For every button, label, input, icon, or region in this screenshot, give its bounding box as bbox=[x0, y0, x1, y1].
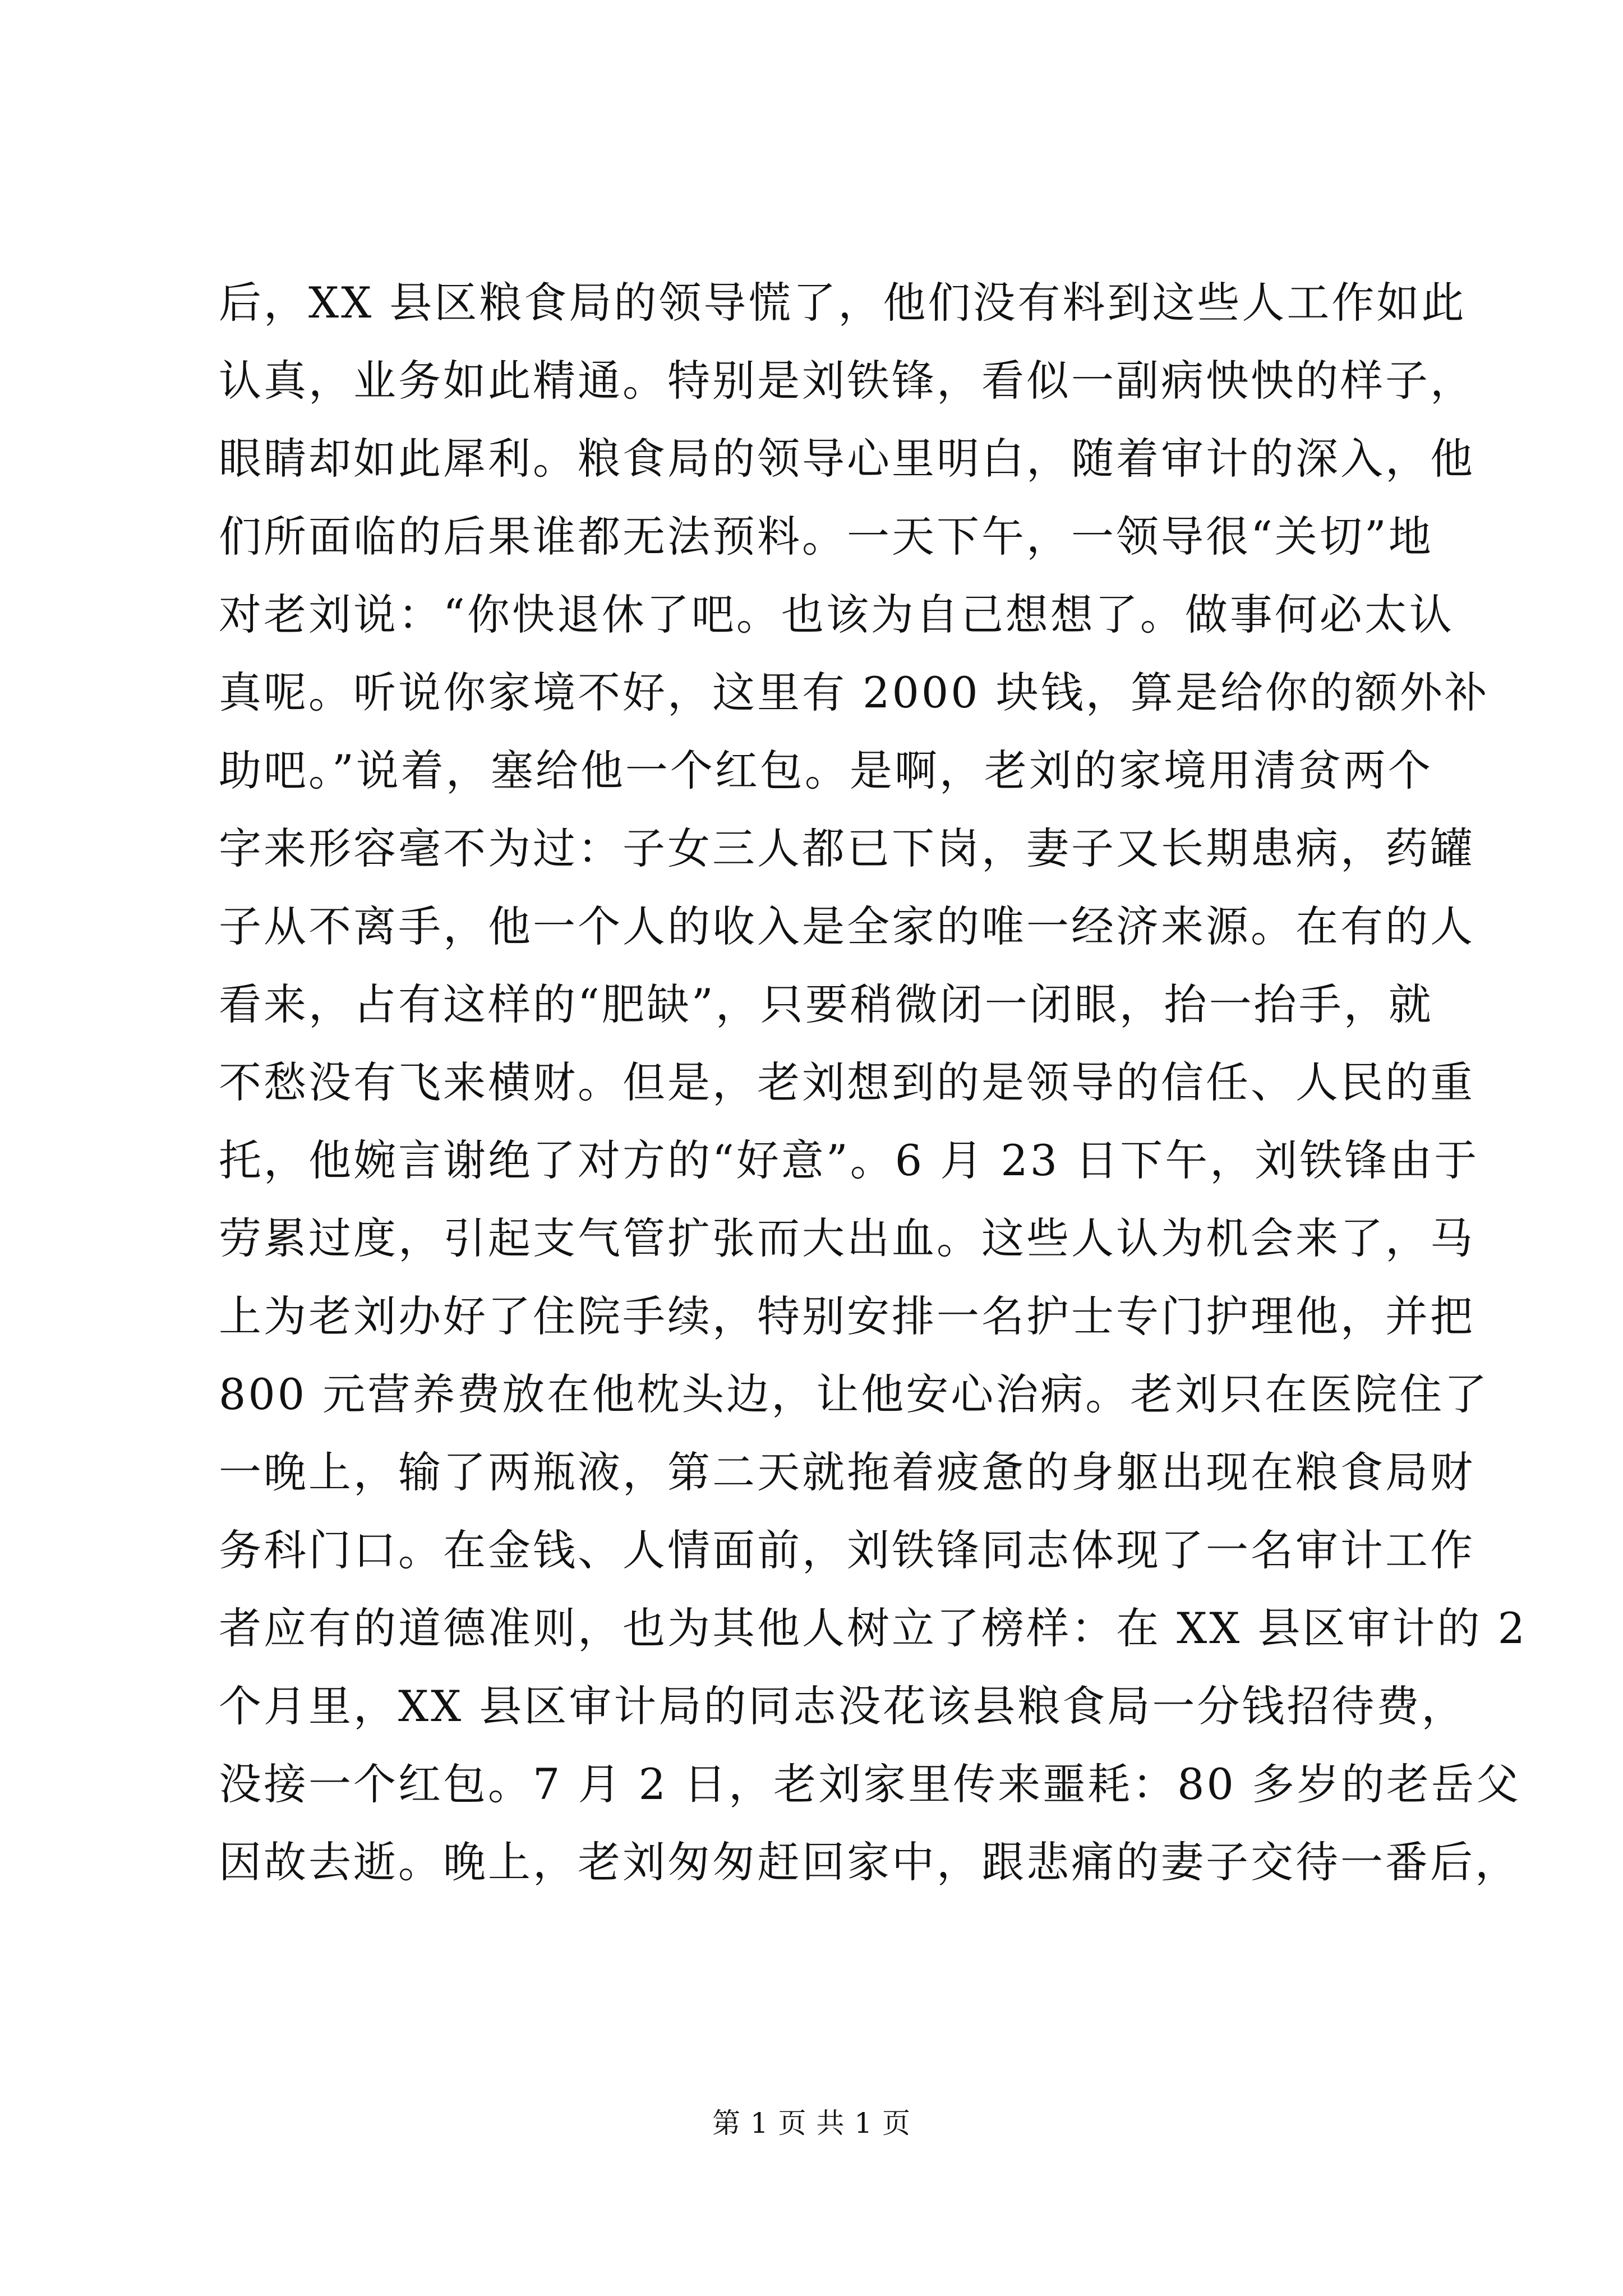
text-line: 托，他婉言谢绝了对方的“好意”。6 月 23 日下午，刘铁锋由于 bbox=[219, 1135, 1479, 1185]
page-number: 第 1 页 共 1 页 bbox=[712, 2107, 911, 2139]
text-line: 后，XX 县区粮食局的领导慌了，他们没有料到这些人工作如此 bbox=[219, 278, 1467, 328]
text-line: 上为老刘办好了住院手续，特别安排一名护士专门护理他，并把 bbox=[219, 1291, 1475, 1341]
text-line: 看来，占有这样的“肥缺”，只要稍微闭一闭眼，抬一抬手，就 bbox=[219, 979, 1433, 1029]
page-footer bbox=[0, 2106, 1623, 2140]
text-line: 一晚上，输了两瓶液，第二天就拖着疲惫的身躯出现在粮食局财 bbox=[219, 1447, 1475, 1497]
text-line: 没接一个红包。7 月 2 日，老刘家里传来噩耗：80 多岁的老岳父 bbox=[219, 1759, 1521, 1809]
text-line: 因故去逝。晚上，老刘匆匆赶回家中，跟悲痛的妻子交待一番后， bbox=[219, 1837, 1520, 1887]
text-line: 助吧。”说着，塞给他一个红包。是啊，老刘的家境用清贫两个 bbox=[219, 746, 1433, 795]
text-line: 子从不离手，他一个人的收入是全家的唯一经济来源。在有的人 bbox=[219, 901, 1475, 951]
text-line: 对老刘说：“你快退休了吧。也该为自己想想了。做事何必太认 bbox=[219, 590, 1454, 639]
text-line: 800 元营养费放在他枕头边，让他安心治病。老刘只在医院住了 bbox=[219, 1369, 1490, 1419]
text-line: 个月里，XX 县区审计局的同志没花该县粮食局一分钱招待费， bbox=[219, 1681, 1467, 1731]
text-line: 认真，业务如此精通。特别是刘铁锋，看似一副病怏怏的样子， bbox=[219, 356, 1475, 406]
text-line: 字来形容毫不为过：子女三人都已下岗，妻子又长期患病，药罐 bbox=[219, 823, 1475, 873]
text-line: 真呢。听说你家境不好，这里有 2000 块钱，算是给你的额外补 bbox=[219, 668, 1490, 717]
text-line: 务科门口。在金钱、人情面前，刘铁锋同志体现了一名审计工作 bbox=[219, 1525, 1475, 1575]
body-text bbox=[219, 264, 1528, 1901]
text-line: 不愁没有飞来横财。但是，老刘想到的是领导的信任、人民的重 bbox=[219, 1057, 1475, 1107]
text-line: 劳累过度，引起支气管扩张而大出血。这些人认为机会来了，马 bbox=[219, 1213, 1475, 1263]
text-line: 者应有的道德准则，也为其他人树立了榜样：在 XX 县区审计的 2 bbox=[219, 1603, 1528, 1653]
text-line: 眼睛却如此犀利。粮食局的领导心里明白，随着审计的深入，他 bbox=[219, 434, 1475, 484]
text-line: 们所面临的后果谁都无法预料。一天下午，一领导很“关切”地 bbox=[219, 512, 1433, 562]
